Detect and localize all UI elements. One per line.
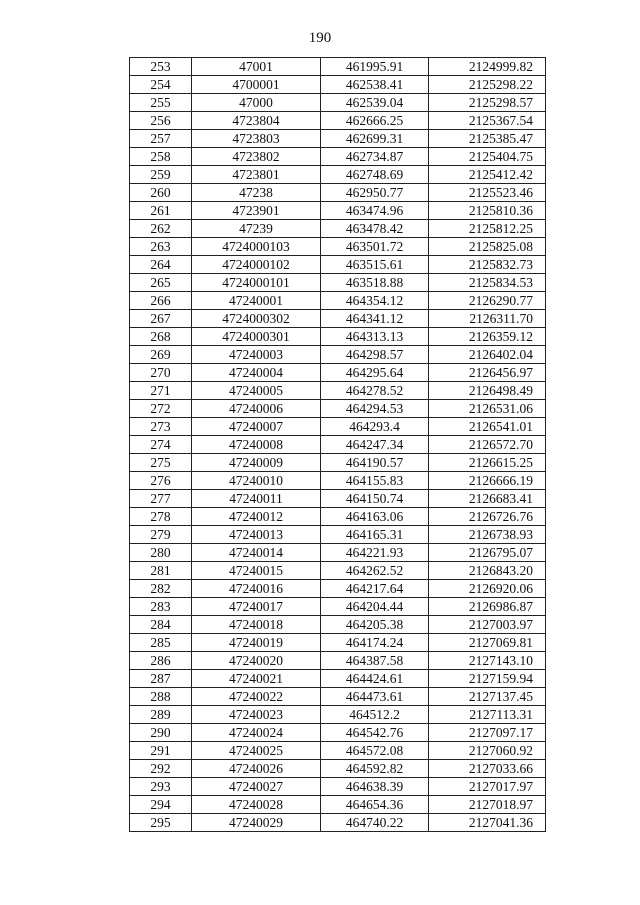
row-number-cell: 266 [130,292,192,310]
point-id-cell: 4723801 [192,166,321,184]
point-id-cell: 47240016 [192,580,321,598]
x-coordinate-cell: 462734.87 [321,148,429,166]
point-id-cell: 47240006 [192,400,321,418]
table-row [130,130,546,148]
y-coordinate-cell: 2126795.07 [429,544,546,562]
y-coordinate-cell: 2126498.49 [429,382,546,400]
point-id-cell: 47240007 [192,418,321,436]
row-number-cell: 256 [130,112,192,130]
row-number-cell: 272 [130,400,192,418]
x-coordinate-cell: 464247.34 [321,436,429,454]
row-number-cell: 294 [130,796,192,814]
table-row [130,544,546,562]
table-row [130,472,546,490]
table-row [130,490,546,508]
coordinates-table-body [130,58,546,832]
y-coordinate-cell: 2126572.70 [429,436,546,454]
point-id-cell: 47240026 [192,760,321,778]
x-coordinate-cell: 464278.52 [321,382,429,400]
table-row [130,166,546,184]
point-id-cell: 47240005 [192,382,321,400]
y-coordinate-cell: 2126531.06 [429,400,546,418]
point-id-cell: 4724000102 [192,256,321,274]
point-id-cell: 4723804 [192,112,321,130]
x-coordinate-cell: 464638.39 [321,778,429,796]
x-coordinate-cell: 464654.36 [321,796,429,814]
row-number-cell: 262 [130,220,192,238]
y-coordinate-cell: 2125385.47 [429,130,546,148]
x-coordinate-cell: 464155.83 [321,472,429,490]
point-id-cell: 47240012 [192,508,321,526]
row-number-cell: 289 [130,706,192,724]
point-id-cell: 47240020 [192,652,321,670]
x-coordinate-cell: 464174.24 [321,634,429,652]
point-id-cell: 4723901 [192,202,321,220]
x-coordinate-cell: 464473.61 [321,688,429,706]
point-id-cell: 47240017 [192,598,321,616]
point-id-cell: 47240024 [192,724,321,742]
point-id-cell: 47240015 [192,562,321,580]
row-number-cell: 275 [130,454,192,472]
y-coordinate-cell: 2126738.93 [429,526,546,544]
row-number-cell: 261 [130,202,192,220]
point-id-cell: 47240001 [192,292,321,310]
table-row [130,688,546,706]
x-coordinate-cell: 464295.64 [321,364,429,382]
y-coordinate-cell: 2126290.77 [429,292,546,310]
point-id-cell: 47240027 [192,778,321,796]
table-row [130,202,546,220]
x-coordinate-cell: 463518.88 [321,274,429,292]
row-number-cell: 253 [130,58,192,76]
row-number-cell: 295 [130,814,192,832]
row-number-cell: 287 [130,670,192,688]
x-coordinate-cell: 464313.13 [321,328,429,346]
table-row [130,724,546,742]
y-coordinate-cell: 2125412.42 [429,166,546,184]
point-id-cell: 4724000302 [192,310,321,328]
table-row [130,76,546,94]
row-number-cell: 258 [130,148,192,166]
row-number-cell: 292 [130,760,192,778]
x-coordinate-cell: 463501.72 [321,238,429,256]
point-id-cell: 47240019 [192,634,321,652]
x-coordinate-cell: 464341.12 [321,310,429,328]
x-coordinate-cell: 462950.77 [321,184,429,202]
point-id-cell: 47238 [192,184,321,202]
row-number-cell: 291 [130,742,192,760]
table-row [130,58,546,76]
y-coordinate-cell: 2126683.41 [429,490,546,508]
y-coordinate-cell: 2126615.25 [429,454,546,472]
table-row [130,400,546,418]
point-id-cell: 47240023 [192,706,321,724]
x-coordinate-cell: 462699.31 [321,130,429,148]
point-id-cell: 4724000301 [192,328,321,346]
row-number-cell: 255 [130,94,192,112]
table-row [130,436,546,454]
y-coordinate-cell: 2125832.73 [429,256,546,274]
row-number-cell: 283 [130,598,192,616]
point-id-cell: 47240021 [192,670,321,688]
y-coordinate-cell: 2127041.36 [429,814,546,832]
row-number-cell: 280 [130,544,192,562]
x-coordinate-cell: 464740.22 [321,814,429,832]
table-row [130,112,546,130]
x-coordinate-cell: 464165.31 [321,526,429,544]
row-number-cell: 257 [130,130,192,148]
row-number-cell: 284 [130,616,192,634]
y-coordinate-cell: 2125810.36 [429,202,546,220]
y-coordinate-cell: 2127113.31 [429,706,546,724]
y-coordinate-cell: 2126359.12 [429,328,546,346]
table-row [130,346,546,364]
table-row [130,526,546,544]
x-coordinate-cell: 464298.57 [321,346,429,364]
table-row [130,220,546,238]
table-row [130,760,546,778]
y-coordinate-cell: 2127159.94 [429,670,546,688]
table-row [130,310,546,328]
row-number-cell: 278 [130,508,192,526]
y-coordinate-cell: 2126402.04 [429,346,546,364]
y-coordinate-cell: 2127060.92 [429,742,546,760]
point-id-cell: 4724000101 [192,274,321,292]
table-row [130,652,546,670]
row-number-cell: 260 [130,184,192,202]
point-id-cell: 47240003 [192,346,321,364]
y-coordinate-cell: 2126311.70 [429,310,546,328]
row-number-cell: 259 [130,166,192,184]
table-row [130,364,546,382]
y-coordinate-cell: 2126666.19 [429,472,546,490]
row-number-cell: 271 [130,382,192,400]
x-coordinate-cell: 464424.61 [321,670,429,688]
point-id-cell: 47240022 [192,688,321,706]
y-coordinate-cell: 2127018.97 [429,796,546,814]
x-coordinate-cell: 464163.06 [321,508,429,526]
x-coordinate-cell: 464387.58 [321,652,429,670]
y-coordinate-cell: 2127003.97 [429,616,546,634]
x-coordinate-cell: 462748.69 [321,166,429,184]
point-id-cell: 47240018 [192,616,321,634]
point-id-cell: 47240029 [192,814,321,832]
point-id-cell: 4724000103 [192,238,321,256]
point-id-cell: 47240008 [192,436,321,454]
table-row [130,256,546,274]
point-id-cell: 47240014 [192,544,321,562]
x-coordinate-cell: 462666.25 [321,112,429,130]
x-coordinate-cell: 464354.12 [321,292,429,310]
table-row [130,508,546,526]
y-coordinate-cell: 2126986.87 [429,598,546,616]
table-row [130,796,546,814]
row-number-cell: 267 [130,310,192,328]
row-number-cell: 288 [130,688,192,706]
x-coordinate-cell: 464512.2 [321,706,429,724]
x-coordinate-cell: 464190.57 [321,454,429,472]
x-coordinate-cell: 464221.93 [321,544,429,562]
table-row [130,670,546,688]
x-coordinate-cell: 463515.61 [321,256,429,274]
x-coordinate-cell: 464217.64 [321,580,429,598]
row-number-cell: 277 [130,490,192,508]
y-coordinate-cell: 2125367.54 [429,112,546,130]
y-coordinate-cell: 2126456.97 [429,364,546,382]
point-id-cell: 47240009 [192,454,321,472]
row-number-cell: 286 [130,652,192,670]
y-coordinate-cell: 2127017.97 [429,778,546,796]
point-id-cell: 47239 [192,220,321,238]
coordinates-table [129,57,546,832]
x-coordinate-cell: 464294.53 [321,400,429,418]
x-coordinate-cell: 464205.38 [321,616,429,634]
table-row [130,274,546,292]
row-number-cell: 282 [130,580,192,598]
table-row [130,238,546,256]
table-row [130,778,546,796]
row-number-cell: 273 [130,418,192,436]
y-coordinate-cell: 2125834.53 [429,274,546,292]
y-coordinate-cell: 2125404.75 [429,148,546,166]
y-coordinate-cell: 2125523.46 [429,184,546,202]
row-number-cell: 265 [130,274,192,292]
point-id-cell: 4700001 [192,76,321,94]
table-row [130,742,546,760]
row-number-cell: 264 [130,256,192,274]
y-coordinate-cell: 2125825.08 [429,238,546,256]
y-coordinate-cell: 2126726.76 [429,508,546,526]
y-coordinate-cell: 2127069.81 [429,634,546,652]
x-coordinate-cell: 464150.74 [321,490,429,508]
table-row [130,814,546,832]
point-id-cell: 47240025 [192,742,321,760]
y-coordinate-cell: 2127033.66 [429,760,546,778]
point-id-cell: 47240013 [192,526,321,544]
row-number-cell: 279 [130,526,192,544]
y-coordinate-cell: 2125298.22 [429,76,546,94]
table-row [130,148,546,166]
table-row [130,616,546,634]
row-number-cell: 269 [130,346,192,364]
y-coordinate-cell: 2127097.17 [429,724,546,742]
table-row [130,418,546,436]
y-coordinate-cell: 2127137.45 [429,688,546,706]
table-row [130,292,546,310]
row-number-cell: 281 [130,562,192,580]
table-row [130,454,546,472]
x-coordinate-cell: 464592.82 [321,760,429,778]
row-number-cell: 268 [130,328,192,346]
y-coordinate-cell: 2127143.10 [429,652,546,670]
point-id-cell: 47000 [192,94,321,112]
row-number-cell: 263 [130,238,192,256]
point-id-cell: 4723803 [192,130,321,148]
table-row [130,562,546,580]
x-coordinate-cell: 464542.76 [321,724,429,742]
table-row [130,94,546,112]
row-number-cell: 290 [130,724,192,742]
table-row [130,580,546,598]
y-coordinate-cell: 2125298.57 [429,94,546,112]
table-row [130,706,546,724]
table-row [130,328,546,346]
x-coordinate-cell: 463478.42 [321,220,429,238]
table-row [130,382,546,400]
table-row [130,634,546,652]
row-number-cell: 285 [130,634,192,652]
row-number-cell: 270 [130,364,192,382]
point-id-cell: 47240004 [192,364,321,382]
row-number-cell: 254 [130,76,192,94]
page-number: 190 [308,30,332,46]
y-coordinate-cell: 2126843.20 [429,562,546,580]
x-coordinate-cell: 464262.52 [321,562,429,580]
y-coordinate-cell: 2126541.01 [429,418,546,436]
y-coordinate-cell: 2124999.82 [429,58,546,76]
row-number-cell: 293 [130,778,192,796]
x-coordinate-cell: 462538.41 [321,76,429,94]
row-number-cell: 276 [130,472,192,490]
point-id-cell: 47240011 [192,490,321,508]
point-id-cell: 47240010 [192,472,321,490]
x-coordinate-cell: 462539.04 [321,94,429,112]
table-row [130,598,546,616]
x-coordinate-cell: 463474.96 [321,202,429,220]
x-coordinate-cell: 461995.91 [321,58,429,76]
x-coordinate-cell: 464293.4 [321,418,429,436]
x-coordinate-cell: 464572.08 [321,742,429,760]
row-number-cell: 274 [130,436,192,454]
y-coordinate-cell: 2125812.25 [429,220,546,238]
y-coordinate-cell: 2126920.06 [429,580,546,598]
point-id-cell: 47240028 [192,796,321,814]
x-coordinate-cell: 464204.44 [321,598,429,616]
table-row [130,184,546,202]
point-id-cell: 47001 [192,58,321,76]
point-id-cell: 4723802 [192,148,321,166]
